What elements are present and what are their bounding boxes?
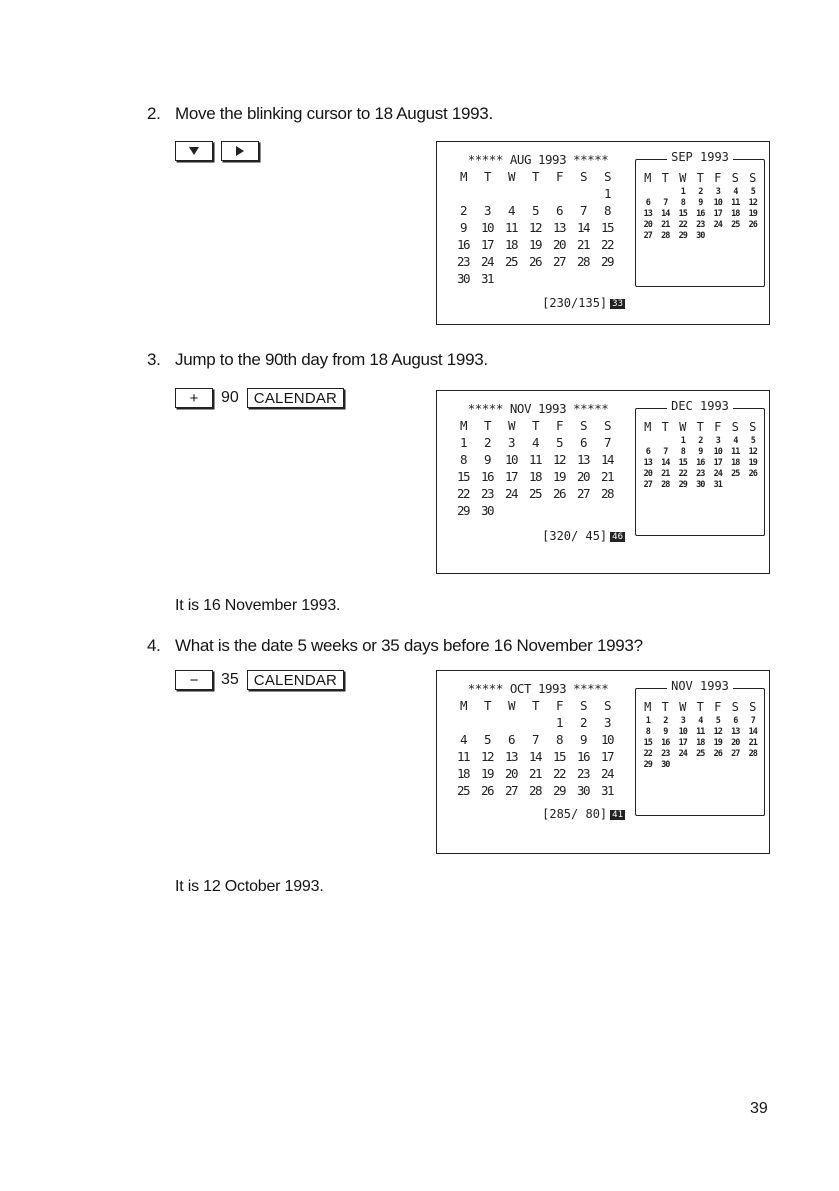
- month-calendar: [451, 401, 625, 519]
- mini-day-cell: 22: [643, 749, 652, 759]
- mini-day-cell: 29: [678, 480, 687, 490]
- mini-day-cell: 15: [678, 209, 687, 219]
- step-3-result: It is 16 November 1993.: [175, 597, 341, 614]
- down-arrow-icon: [189, 147, 199, 155]
- day-cell: 17: [480, 237, 494, 252]
- day-cell: 14: [576, 220, 590, 235]
- day-cell: 29: [456, 503, 470, 518]
- mini-day-cell: 30: [696, 231, 705, 241]
- day-cell: 8: [459, 452, 467, 467]
- step-2-title: [147, 104, 493, 124]
- page-number: 39: [750, 1100, 768, 1117]
- mini-day-cell: 17: [678, 738, 687, 748]
- day-cell: 4: [459, 732, 467, 747]
- weekday-header: M: [459, 698, 467, 713]
- day-cell: 9: [579, 732, 587, 747]
- day-cell: 14: [528, 749, 542, 764]
- mini-day-cell: 11: [696, 727, 705, 737]
- day-cell: 23: [480, 486, 494, 501]
- calculator-screen-3: [436, 670, 770, 854]
- key-value: 35: [221, 671, 239, 688]
- day-cell: 30: [576, 783, 590, 798]
- day-cell: [523, 185, 547, 202]
- day-cell: 4: [507, 203, 515, 218]
- mini-weekday-header: T: [696, 171, 704, 185]
- day-cell: 3: [483, 203, 491, 218]
- weekday-header: T: [531, 169, 539, 184]
- day-cell: 7: [531, 732, 539, 747]
- day-cell: 28: [600, 486, 614, 501]
- day-cell: 12: [552, 452, 566, 467]
- mini-day-cell: 20: [643, 220, 652, 230]
- mini-day-cell: 5: [750, 436, 755, 446]
- mini-weekday-header: T: [661, 420, 669, 434]
- mini-day-cell: 25: [696, 749, 705, 759]
- mini-weekday-header: M: [644, 171, 652, 185]
- day-cell: [475, 714, 499, 731]
- mini-day-cell: 6: [645, 198, 650, 208]
- mini-day-cell: 16: [661, 738, 670, 748]
- calendar-key: CALENDAR: [247, 388, 344, 408]
- mini-day-cell: 14: [748, 727, 757, 737]
- mini-day-cell: 4: [733, 436, 738, 446]
- day-cell: 22: [600, 237, 614, 252]
- day-cell: 15: [552, 749, 566, 764]
- mini-day-cell: 13: [731, 727, 740, 737]
- mini-calendar-grid: [639, 419, 762, 491]
- mini-day-cell: 7: [663, 198, 668, 208]
- day-cell: 17: [600, 749, 614, 764]
- mini-day-cell: 22: [678, 220, 687, 230]
- mini-day-cell: [639, 187, 657, 198]
- day-cell: 28: [576, 254, 590, 269]
- mini-day-cell: 1: [680, 436, 685, 446]
- mini-day-cell: 9: [698, 198, 703, 208]
- mini-day-cell: 7: [663, 447, 668, 457]
- day-cell: 9: [459, 220, 467, 235]
- mini-day-cell: 1: [680, 187, 685, 197]
- day-cell: 10: [480, 220, 494, 235]
- mini-weekday-header: S: [749, 171, 757, 185]
- day-cell: 7: [579, 203, 587, 218]
- day-cell: 29: [552, 783, 566, 798]
- day-cell: 9: [483, 452, 491, 467]
- step-3-title: [147, 350, 488, 370]
- day-cell: 25: [528, 486, 542, 501]
- status-text: [230/135]: [542, 296, 608, 310]
- step-number: 3.: [147, 350, 161, 369]
- mini-day-cell: 13: [643, 458, 652, 468]
- day-cell: 31: [600, 783, 614, 798]
- day-cell: 2: [483, 435, 491, 450]
- day-cell: 26: [528, 254, 542, 269]
- mini-day-cell: 28: [661, 231, 670, 241]
- mini-weekday-header: S: [731, 420, 739, 434]
- mini-weekday-header: W: [679, 700, 687, 714]
- day-cell: [571, 185, 595, 202]
- step-4-keys: [175, 670, 344, 690]
- day-cell: 22: [552, 766, 566, 781]
- mini-weekday-header: S: [731, 700, 739, 714]
- day-cell: 27: [576, 486, 590, 501]
- calculator-screen-1: [436, 141, 770, 325]
- day-cell: 25: [456, 783, 470, 798]
- mini-day-cell: 10: [678, 727, 687, 737]
- mini-day-cell: 28: [661, 480, 670, 490]
- day-cell: 21: [528, 766, 542, 781]
- mini-weekday-header: W: [679, 171, 687, 185]
- month-calendar: [451, 681, 625, 799]
- mini-day-cell: 24: [713, 220, 722, 230]
- day-cell: 19: [528, 237, 542, 252]
- day-cell: [475, 185, 499, 202]
- mini-day-cell: 11: [731, 198, 740, 208]
- mini-day-cell: 19: [713, 738, 722, 748]
- mini-day-cell: 8: [680, 198, 685, 208]
- mini-weekday-header: F: [714, 171, 722, 185]
- mini-day-cell: 12: [748, 198, 757, 208]
- mini-day-cell: 21: [661, 469, 670, 479]
- mini-day-cell: 8: [680, 447, 685, 457]
- day-cell: 23: [456, 254, 470, 269]
- day-cell: 20: [504, 766, 518, 781]
- weekday-header: T: [483, 418, 491, 433]
- mini-weekday-header: S: [749, 420, 757, 434]
- mini-day-cell: 14: [661, 458, 670, 468]
- day-cell: 13: [504, 749, 518, 764]
- mini-day-cell: 29: [678, 231, 687, 241]
- mini-day-cell: 16: [696, 458, 705, 468]
- mini-day-cell: 19: [748, 458, 757, 468]
- day-cell: 27: [552, 254, 566, 269]
- weekday-header: S: [579, 418, 587, 433]
- day-cell: 7: [603, 435, 611, 450]
- step-2-keys: [175, 141, 259, 161]
- mini-calendar-title: DEC 1993: [635, 399, 765, 413]
- mini-day-cell: 2: [698, 436, 703, 446]
- mini-calendar-grid: [639, 699, 762, 771]
- mini-day-cell: [657, 436, 675, 447]
- mini-day-cell: 2: [663, 716, 668, 726]
- mini-day-cell: 25: [731, 220, 740, 230]
- key-value: 90: [221, 389, 239, 406]
- day-cell: 8: [555, 732, 563, 747]
- mini-day-cell: 18: [696, 738, 705, 748]
- day-cell: 12: [528, 220, 542, 235]
- calendar-title: ***** AUG 1993 *****: [467, 152, 609, 167]
- month-calendar: [451, 152, 625, 287]
- day-cell: 10: [600, 732, 614, 747]
- day-cell: 16: [576, 749, 590, 764]
- mini-day-cell: 12: [748, 447, 757, 457]
- mini-calendar-grid: [639, 170, 762, 242]
- weekday-header: W: [507, 698, 515, 713]
- calculator-screen-2: [436, 390, 770, 574]
- mini-day-cell: 9: [663, 727, 668, 737]
- mini-day-cell: 22: [678, 469, 687, 479]
- day-cell: 3: [603, 715, 611, 730]
- mini-day-cell: 9: [698, 447, 703, 457]
- step-text: Jump to the 90th day from 18 August 1993.: [175, 350, 488, 369]
- mini-day-cell: 18: [731, 209, 740, 219]
- calendar-title: ***** OCT 1993 *****: [467, 681, 609, 696]
- mini-weekday-header: T: [661, 700, 669, 714]
- step-number: 4.: [147, 636, 161, 655]
- day-cell: 24: [600, 766, 614, 781]
- step-text: Move the blinking cursor to 18 August 1993.: [175, 104, 493, 123]
- mini-day-cell: 5: [750, 187, 755, 197]
- day-cell: 2: [579, 715, 587, 730]
- day-cell: 6: [555, 203, 563, 218]
- weekday-header: S: [579, 698, 587, 713]
- weekday-header: T: [531, 418, 539, 433]
- day-cell: 1: [459, 435, 467, 450]
- day-cell: 20: [552, 237, 566, 252]
- mini-day-cell: 17: [713, 458, 722, 468]
- mini-day-cell: 3: [715, 436, 720, 446]
- status-text: [320/ 45]: [542, 529, 608, 543]
- day-cell: [499, 185, 523, 202]
- mini-day-cell: 30: [661, 760, 670, 770]
- mini-day-cell: [639, 436, 657, 447]
- day-cell: 16: [480, 469, 494, 484]
- step-3-keys: [175, 388, 344, 408]
- day-cell: 5: [555, 435, 563, 450]
- calendar-grid: [451, 417, 625, 519]
- day-cell: 10: [504, 452, 518, 467]
- day-cell: [451, 185, 475, 202]
- mini-weekday-header: F: [714, 420, 722, 434]
- mini-weekday-header: T: [696, 420, 704, 434]
- day-cell: 15: [600, 220, 614, 235]
- day-cell: 30: [480, 503, 494, 518]
- day-cell: 27: [504, 783, 518, 798]
- mini-day-cell: 3: [680, 716, 685, 726]
- calendar-grid: [451, 168, 625, 287]
- day-cell: 26: [552, 486, 566, 501]
- day-cell: 26: [480, 783, 494, 798]
- day-cell: 19: [480, 766, 494, 781]
- mini-calendar-title: NOV 1993: [635, 679, 765, 693]
- weekday-header: S: [579, 169, 587, 184]
- day-cell: 3: [507, 435, 515, 450]
- mini-day-cell: 8: [645, 727, 650, 737]
- mini-day-cell: 11: [731, 447, 740, 457]
- day-cell: [499, 714, 523, 731]
- mini-day-cell: 10: [713, 447, 722, 457]
- mini-weekday-header: M: [644, 700, 652, 714]
- day-cell: 24: [504, 486, 518, 501]
- next-month-calendar: [635, 150, 765, 288]
- day-cell: 30: [456, 271, 470, 286]
- next-month-calendar: [635, 399, 765, 537]
- weekday-header: W: [507, 169, 515, 184]
- day-cell: 17: [504, 469, 518, 484]
- mini-day-cell: 24: [713, 469, 722, 479]
- day-cell: 20: [576, 469, 590, 484]
- mini-day-cell: [657, 187, 675, 198]
- mini-weekday-header: T: [696, 700, 704, 714]
- right-arrow-key: [221, 141, 259, 161]
- mini-day-cell: 3: [715, 187, 720, 197]
- mini-day-cell: 23: [661, 749, 670, 759]
- mini-day-cell: 13: [643, 209, 652, 219]
- weekday-header: F: [555, 169, 563, 184]
- day-cell: 8: [603, 203, 611, 218]
- mini-weekday-header: M: [644, 420, 652, 434]
- weekday-header: T: [483, 698, 491, 713]
- day-cell: 11: [456, 749, 470, 764]
- weekday-header: T: [483, 169, 491, 184]
- calendar-title: ***** NOV 1993 *****: [467, 401, 609, 416]
- day-cell: 16: [456, 237, 470, 252]
- mini-day-cell: 26: [748, 469, 757, 479]
- step-4-title: [147, 636, 643, 656]
- day-count-status: [451, 296, 625, 310]
- weekday-header: S: [603, 418, 611, 433]
- day-cell: 6: [507, 732, 515, 747]
- mini-day-cell: 20: [643, 469, 652, 479]
- weekday-header: S: [603, 698, 611, 713]
- day-cell: 25: [504, 254, 518, 269]
- weekday-header: F: [555, 418, 563, 433]
- day-cell: 1: [555, 715, 563, 730]
- day-cell: [523, 714, 547, 731]
- mini-day-cell: 15: [678, 458, 687, 468]
- day-cell: 19: [552, 469, 566, 484]
- day-count-status: [451, 807, 625, 821]
- weekday-header: S: [603, 169, 611, 184]
- mini-day-cell: 29: [643, 760, 652, 770]
- day-cell: [451, 714, 475, 731]
- day-cell: 21: [576, 237, 590, 252]
- mini-day-cell: 26: [713, 749, 722, 759]
- weekday-header: M: [459, 418, 467, 433]
- weekday-header: M: [459, 169, 467, 184]
- next-month-calendar: [635, 679, 765, 817]
- minus-key: −: [175, 670, 213, 690]
- day-cell: [547, 185, 571, 202]
- week-number-badge: 41: [612, 810, 623, 820]
- mini-weekday-header: S: [749, 700, 757, 714]
- mini-day-cell: 6: [645, 447, 650, 457]
- day-cell: 11: [528, 452, 542, 467]
- mini-day-cell: 5: [715, 716, 720, 726]
- mini-weekday-header: F: [714, 700, 722, 714]
- mini-weekday-header: S: [731, 171, 739, 185]
- mini-day-cell: 20: [731, 738, 740, 748]
- weekday-header: T: [531, 698, 539, 713]
- day-cell: 28: [528, 783, 542, 798]
- right-arrow-icon: [236, 146, 244, 156]
- mini-day-cell: 12: [713, 727, 722, 737]
- mini-day-cell: 10: [713, 198, 722, 208]
- week-number-badge: 46: [612, 532, 623, 542]
- day-cell: 21: [600, 469, 614, 484]
- mini-day-cell: 27: [731, 749, 740, 759]
- day-cell: 29: [600, 254, 614, 269]
- plus-key: +: [175, 388, 213, 408]
- day-cell: 24: [480, 254, 494, 269]
- mini-day-cell: 30: [696, 480, 705, 490]
- mini-calendar-title: SEP 1993: [635, 150, 765, 164]
- mini-day-cell: 28: [748, 749, 757, 759]
- calendar-key: CALENDAR: [247, 670, 344, 690]
- mini-day-cell: 27: [643, 480, 652, 490]
- weekday-header: F: [555, 698, 563, 713]
- day-cell: 4: [531, 435, 539, 450]
- mini-weekday-header: W: [679, 420, 687, 434]
- step-number: 2.: [147, 104, 161, 123]
- mini-day-cell: 4: [733, 187, 738, 197]
- calendar-grid: [451, 697, 625, 799]
- mini-day-cell: 21: [661, 220, 670, 230]
- mini-day-cell: 19: [748, 209, 757, 219]
- down-arrow-key: [175, 141, 213, 161]
- day-cell: 5: [483, 732, 491, 747]
- mini-day-cell: 23: [696, 220, 705, 230]
- day-cell: 18: [504, 237, 518, 252]
- mini-day-cell: 15: [643, 738, 652, 748]
- mini-day-cell: 25: [731, 469, 740, 479]
- weekday-header: W: [507, 418, 515, 433]
- step-text: What is the date 5 weeks or 35 days before 16 November 1993?: [175, 636, 643, 655]
- mini-day-cell: 31: [713, 480, 722, 490]
- day-cell: 1: [603, 186, 611, 201]
- day-cell: 18: [456, 766, 470, 781]
- mini-day-cell: 18: [731, 458, 740, 468]
- mini-weekday-header: T: [661, 171, 669, 185]
- mini-day-cell: 16: [696, 209, 705, 219]
- day-cell: 11: [504, 220, 518, 235]
- day-cell: 2: [459, 203, 467, 218]
- week-number-badge: 33: [612, 299, 623, 309]
- mini-day-cell: 26: [748, 220, 757, 230]
- mini-day-cell: 21: [748, 738, 757, 748]
- mini-day-cell: 1: [645, 716, 650, 726]
- day-cell: 22: [456, 486, 470, 501]
- day-count-status: [451, 529, 625, 543]
- mini-day-cell: 17: [713, 209, 722, 219]
- day-cell: 13: [552, 220, 566, 235]
- mini-day-cell: 14: [661, 209, 670, 219]
- day-cell: 18: [528, 469, 542, 484]
- mini-day-cell: 27: [643, 231, 652, 241]
- mini-day-cell: 4: [698, 716, 703, 726]
- step-4-result: It is 12 October 1993.: [175, 878, 324, 895]
- day-cell: 13: [576, 452, 590, 467]
- day-cell: 31: [480, 271, 494, 286]
- day-cell: 12: [480, 749, 494, 764]
- mini-day-cell: 7: [750, 716, 755, 726]
- mini-day-cell: 23: [696, 469, 705, 479]
- mini-day-cell: 6: [733, 716, 738, 726]
- day-cell: 15: [456, 469, 470, 484]
- mini-day-cell: 2: [698, 187, 703, 197]
- day-cell: 5: [531, 203, 539, 218]
- status-text: [285/ 80]: [542, 807, 608, 821]
- day-cell: 14: [600, 452, 614, 467]
- day-cell: 23: [576, 766, 590, 781]
- day-cell: 6: [579, 435, 587, 450]
- mini-day-cell: 24: [678, 749, 687, 759]
